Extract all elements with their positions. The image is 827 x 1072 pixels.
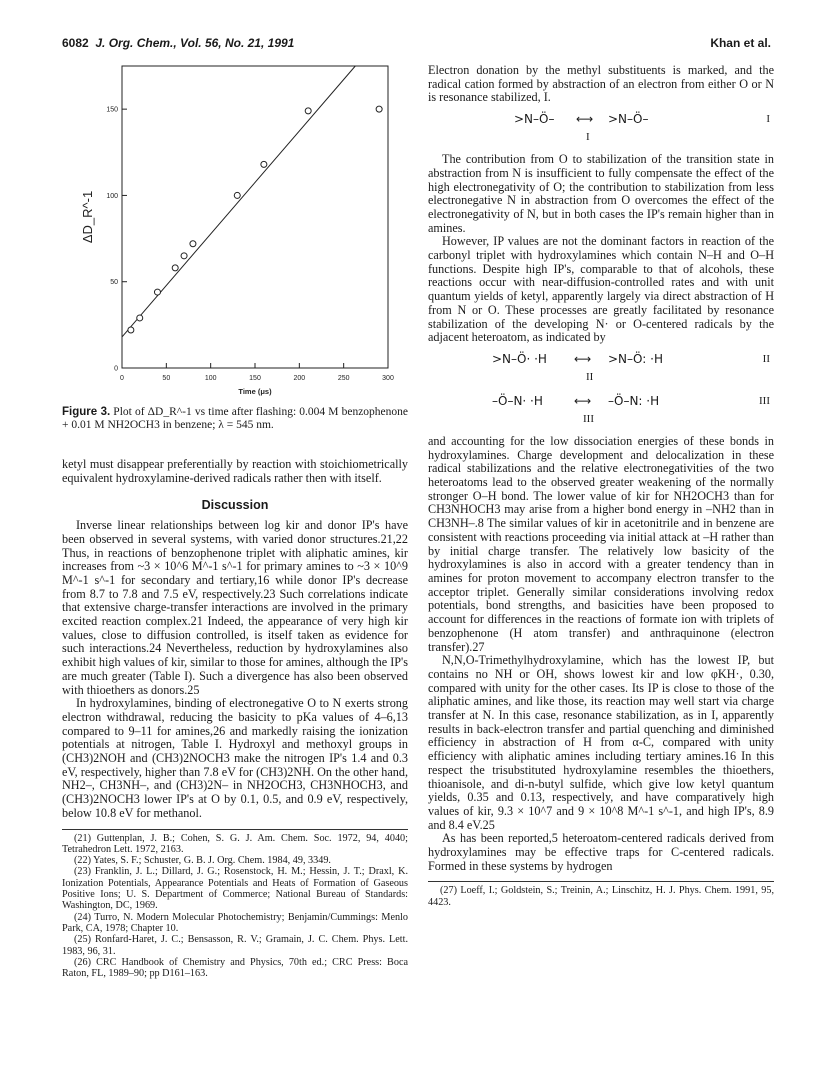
header-left [62, 36, 294, 50]
section-heading-discussion: Discussion [201, 498, 269, 513]
reference: (25) Ronfard-Haret, J. C.; Bensasson, R. V.; Gramain, J. C. Chem. Phys. Lett. 1983, 96, 31. [62, 934, 408, 957]
x-tick-label: 0 [120, 375, 124, 382]
paragraph: The contribution from O to stabilization of the transition state in abstraction from N is insufficient to fully compensate the effect of the high electronegativity of O; the contribution to stabilization from less electronegative N in abstraction from O overcomes the effect of the electronegativity of N, but in both cases the IP's remain higher than in amines. [428, 152, 774, 235]
paragraph: In hydroxylamines, binding of electronegative O to N exerts strong electron withdrawal, reducing the basicity to pKa values of 4–6,13 compared to 9–11 for amines,26 and markedly raising the ionization potentials at nitrogen, Table I. Hydroxyl and methoxyl groups in (CH3)2NOH and (CH3)2NOCH3 make the nitrogen IP's 1.4 and 0.3 eV, respectively, higher than 7.8 eV for (CH3)2NH. On the other hand, NH2–, CH3NH–, and (CH3)2N– in NH2OCH3, CH3NHOCH3, and (CH3)2NOCH3 lower IP's at O by 0.1, 0.5, and 0.9 eV, respectively, below 10.8 eV for methanol. [62, 696, 408, 820]
x-tick-label: 150 [249, 375, 261, 382]
references [428, 885, 774, 908]
y-axis-label: ΔD_R^-1 [80, 190, 95, 244]
scheme-label: III [759, 394, 770, 407]
data-point [172, 265, 178, 271]
caption-text: Plot of ΔD_R^-1 vs time after flashing: 0.004 M benzophenone + 0.01 M NH2OCH3 in benzene; λ = 545 nm. [62, 406, 409, 431]
reference: (23) Franklin, J. L.; Dillard, J. G.; Rosenstock, H. M.; Hessin, J. T.; Draxl, K. Ionization Potentials, Appearance Potentials and Heats of Formation of Gaseous Positive Ions; U. S. Department of Commerce; National Bureau of Standards: Washington, DC, 1969. [62, 866, 408, 912]
x-tick-label: 300 [382, 375, 394, 382]
x-tick-label: 200 [293, 375, 306, 382]
scheme-number: I [586, 131, 590, 144]
scheme-label: I [766, 113, 770, 126]
data-point [181, 253, 187, 259]
references [62, 833, 408, 980]
x-tick-label: 250 [337, 375, 350, 382]
journal-citation: J. Org. Chem., Vol. 56, No. 21, 1991 [95, 36, 295, 50]
figure-3-plot [62, 58, 408, 403]
scheme-structure: –Ö–N· ·H [492, 393, 543, 408]
left-column [62, 458, 408, 979]
data-point [128, 327, 134, 333]
page-number: 6082 [62, 36, 89, 50]
reference: (26) CRC Handbook of Chemistry and Physics, 70th ed.; CRC Press: Boca Raton, FL, 1989–90; pp D161–163. [62, 956, 408, 980]
data-point [154, 289, 160, 295]
resonance-arrow: ⟷ [574, 393, 592, 408]
caption-label: Figure 3. [62, 406, 111, 418]
scheme-structure: >N–Ö– [514, 112, 555, 127]
reference: (24) Turro, N. Modern Molecular Photochemistry; Benjamin/Cummings: Menlo Park, CA, 1978; Chapter 10. [62, 911, 408, 934]
footnote-divider [428, 881, 774, 882]
fit-line [122, 66, 355, 337]
paragraph: ketyl must disappear preferentially by reaction with stoichiometrically equivalent hydroxylamine-derived radicals rather then with itself. [62, 457, 408, 485]
resonance-arrow: ⟷ [576, 112, 594, 127]
scheme-structure: >N–Ö· ·H [492, 351, 547, 366]
scheme-structure: –Ö–N: ·H [608, 393, 660, 408]
y-tick-label: 0 [114, 365, 118, 373]
y-tick-label: 100 [106, 192, 118, 200]
scheme-label: II [762, 352, 770, 365]
x-tick-label: 50 [162, 375, 171, 382]
paragraph: N,N,O-Trimethylhydroxylamine, which has the lowest IP, but contains no NH or OH, shows lowest kir and low φKH·, 0.30, compared with unity for the other cases. Its IP is close to those of the aliphatic amines, and like those, its reaction may well start via charge transfer at N. In this case, resonance stabilization, as in I, apparently results in back-electron transfer and partial quenching and diminished efficiency in abstraction of H from α-C, compared with unity efficiency with aliphatic amines including tertiary amines.16 In this respect the trisubstituted hydroxylamine resembles the thioethers, thioanisole, and di-n-butyl sulfide, which give low ketyl quantum yields, 0.35 and 0.13, respectively, and have comparatively high values of kir, 9.3 × 10^7 and 9 × 10^8 M^-1 s^-1, and high IP's, 8.9 and 8.4 eV.25 [428, 653, 774, 832]
reference: (21) Guttenplan, J. B.; Cohen, S. G. J. Am. Chem. Soc. 1972, 94, 4040; Tetrahedron Lett. 1972, 2163. [62, 832, 408, 855]
scheme-number: II [586, 370, 594, 383]
resonance-scheme-III [428, 393, 774, 429]
data-point [190, 241, 196, 247]
figure-caption [62, 406, 408, 432]
paragraph: and accounting for the low dissociation energies of these bonds in hydroxylamines. Charge development and delocalization in these radical stabilizations and the relative electronegativities of the two heteroatoms lead to the observed greater weakening of the normally stronger O–H bond. The lower value of kir for NH2OCH3 than for CH3NHOCH3 may arise from a higher bond energy in –NH2 than in CH3NH–.8 The similar values of kir in acetonitrile and in benzene are consistent with reactions proceeding via initial attack at –H rather than by initial charge transfer. The relatively low basicity of the hydroxylamines is also in accord with a greater tendency than in amines for proton movement to accompany electron transfer to the acceptor triplet. Generally similar considerations involving redox potentials, bond strengths, and basicities have been proposed to account for differences in the reactions of formate ion with triplets of benzophenone (H atom transfer) and anthraquinone (electron transfer).27 [428, 433, 774, 654]
paragraph: Electron donation by the methyl substituents is marked, and the radical cation formed by abstraction of an electron from either O or N is resonance stabilized, I. [428, 63, 774, 105]
resonance-scheme-II [428, 351, 774, 387]
reference: (27) Loeff, I.; Goldstein, S.; Treinin, A.; Linschitz, H. J. Phys. Chem. 1991, 95, 4423. [428, 885, 774, 908]
plot-frame [122, 66, 388, 368]
y-tick-label: 50 [110, 279, 118, 287]
data-point [376, 106, 382, 112]
data-point [137, 315, 143, 321]
running-header [62, 36, 771, 52]
data-point [261, 161, 267, 167]
reference: (22) Yates, S. F.; Schuster, G. B. J. Org. Chem. 1984, 49, 3349. [74, 855, 331, 867]
data-point [234, 192, 240, 198]
x-axis-label: Time (μs) [238, 387, 272, 396]
footnote-divider [62, 829, 408, 830]
right-column [428, 64, 774, 908]
scheme-structure: >N–Ö– [608, 112, 649, 127]
data-point [305, 108, 311, 114]
resonance-scheme-I [428, 111, 774, 147]
y-tick-label: 150 [106, 106, 118, 114]
scheme-structure: >N–Ö: ·H [608, 351, 663, 366]
x-tick-label: 100 [204, 375, 217, 382]
scheme-number: III [583, 412, 594, 425]
paragraph: Inverse linear relationships between log kir and donor IP's have been observed in several systems, with varied donor structures.21,22 Thus, in reactions of benzophenone triplet with aliphatic amines, kir increases from ~3 × 10^6 M^-1 s^-1 for primary amines to ~3 × 10^9 M^-1 s^-1 for secondary and tertiary,16 while donor IP's decrease from 8.7 to 7.8 and 7.5 eV, respectively.23 Such correlations indicate that extensive charge-transfer interactions are involved in the primary excited reaction complex.21 Indeed, the appearance of very high kir values, close to diffusion controlled, is itself taken as evidence for such interactions.24 Nevertheless, reduction by hydroxylamines also exhibit high values of kir, similar to those for amines, although the IP's are much greater (Table I). Such a divergence has also been observed with thioethers as donors.25 [62, 518, 408, 697]
resonance-arrow: ⟷ [574, 351, 592, 366]
paragraph: However, IP values are not the dominant factors in reaction of the carbonyl triplet with hydroxylamines which contain N–H and O–H functions. Despite high IP's, comparable to that of alcohols, these reactions occur with near-diffusion-controlled rates and with unit quantum yields of ketyl, apparently largely via direct abstraction of H from N or O. These processes are greatly facilitated by resonance stabilization of the developing N· or O-centered radicals by the adjacent heteroatom, as indicated by [428, 234, 774, 345]
header-authors: Khan et al. [710, 36, 771, 50]
paragraph: As has been reported,5 heteroatom-centered radicals derived from hydroxylamines may be effective traps for C-centered radicals. Formed in these systems by hydrogen [428, 831, 774, 873]
